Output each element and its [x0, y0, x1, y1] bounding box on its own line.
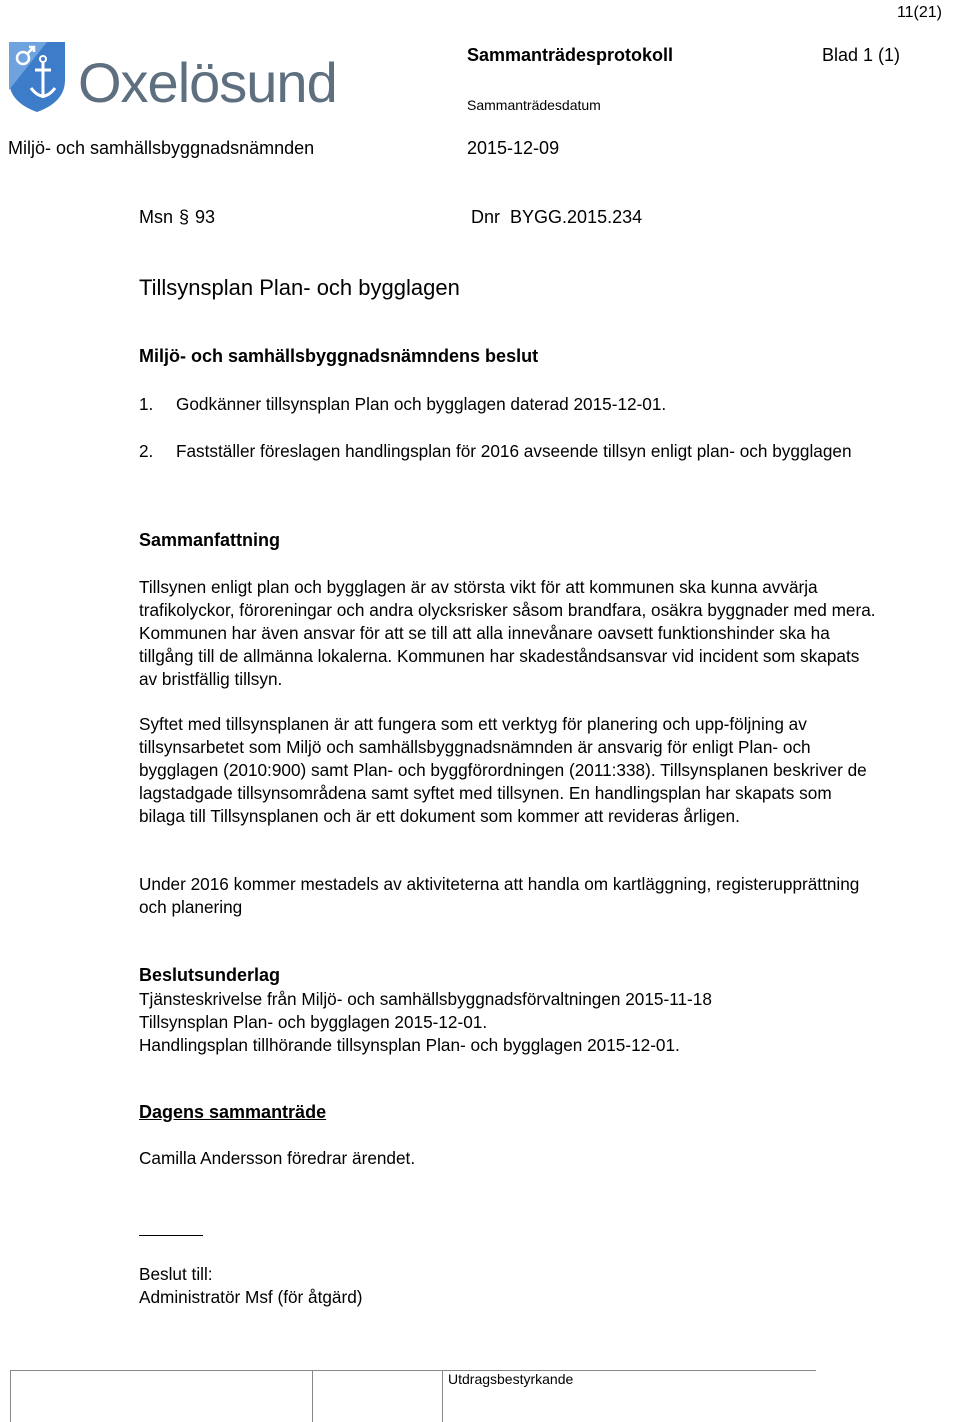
registration-number — [471, 207, 642, 228]
decision-list — [139, 393, 879, 463]
document-type: Sammanträdesprotokoll — [467, 45, 674, 65]
list-number: 1. — [139, 394, 154, 414]
footer-divider — [10, 1370, 816, 1371]
meeting-heading: Dagens sammanträde — [139, 1102, 327, 1122]
dnr-label: Dnr — [471, 207, 501, 227]
decision-heading: Miljö- och samhällsbyggnadsnämndens beslut — [139, 346, 539, 366]
basis-line: Handlingsplan tillhörande tillsynsplan Plan- och bygglagen 2015-12-01. — [139, 1035, 680, 1055]
certification-label: Utdragsbestyrkande — [448, 1371, 574, 1387]
distribution-recipient: Administratör Msf (för åtgärd) — [139, 1287, 363, 1307]
sheet-number: Blad 1 (1) — [822, 45, 901, 65]
list-text: Fastställer föreslagen handlingsplan för 2016 avseende tillsyn enligt plan- och bygglagen — [176, 441, 852, 461]
logo-wordmark: Oxelösund — [78, 51, 337, 114]
list-item — [139, 440, 879, 463]
signature-line — [139, 1235, 203, 1236]
list-number: 2. — [139, 441, 154, 461]
page-number: 11(21) — [896, 4, 942, 21]
distribution-label: Beslut till: — [139, 1264, 213, 1284]
list-item — [139, 393, 879, 416]
page-title: Tillsynsplan Plan- och bygglagen — [139, 275, 460, 300]
list-text: Godkänner tillsynsplan Plan och bygglagen daterad 2015-12-01. — [176, 394, 667, 414]
meeting-date-label: Sammanträdesdatum — [467, 97, 601, 113]
paragraph-symbol: § — [179, 207, 190, 227]
meeting-text: Camilla Andersson föredrar ärendet. — [139, 1148, 416, 1168]
dnr-value: BYGG.2015.234 — [510, 207, 643, 227]
case-prefix: Msn — [139, 207, 174, 227]
basis-list — [139, 988, 712, 1057]
footer-cell-divider — [442, 1370, 443, 1422]
summary-paragraph-1: Tillsynen enligt plan och bygglagen är av största vikt för att kommunen ska kunna avvärja trafikolyckor, föroreningar och andra olycksrisker såsom brandfara, osäkra byggnader med mera. Kommunen har även ansvar för att se till att alla innevånare oavsett funktionshinder ska ha tillgång till de allmänna lokalerna. Kommunen har skadeståndsansvar vid incident som skapats av bristfällig tillsyn. — [139, 577, 876, 689]
summary-heading: Sammanfattning — [139, 530, 281, 550]
distribution-block — [139, 1263, 363, 1309]
case-number — [139, 207, 215, 228]
municipality-shield-icon — [7, 40, 73, 114]
footer-cell-divider — [312, 1370, 313, 1422]
basis-line: Tillsynsplan Plan- och bygglagen 2015-12-01. — [139, 1012, 488, 1032]
case-paragraph: 93 — [195, 207, 216, 227]
meeting-date: 2015-12-09 — [467, 138, 560, 158]
footer-cell-divider — [10, 1370, 11, 1422]
summary-paragraph-3: Under 2016 kommer mestadels av aktiviteterna att handla om kartläggning, registerupprättning och planering — [139, 874, 860, 917]
committee-name: Miljö- och samhällsbyggnadsnämnden — [8, 138, 315, 158]
basis-line: Tjänsteskrivelse från Miljö- och samhällsbyggnadsförvaltningen 2015-11-18 — [139, 989, 712, 1009]
summary-paragraph-2: Syftet med tillsynsplanen är att fungera som ett verktyg för planering och upp-följning av tillsynsarbetet som Miljö och samhällsbyggnadsnämnden är ansvarig för enligt Plan- och bygglagen (2010:900) samt Plan- och byggförordningen (2011:338). Tillsynsplanen beskriver de lagstadgade tillsynsområdena samt syftet med tillsynen. En handlingsplan har skapats som bilaga till Tillsynsplanen och är ett dokument som kommer att revideras årligen. — [139, 714, 867, 826]
basis-heading: Beslutsunderlag — [139, 965, 281, 985]
